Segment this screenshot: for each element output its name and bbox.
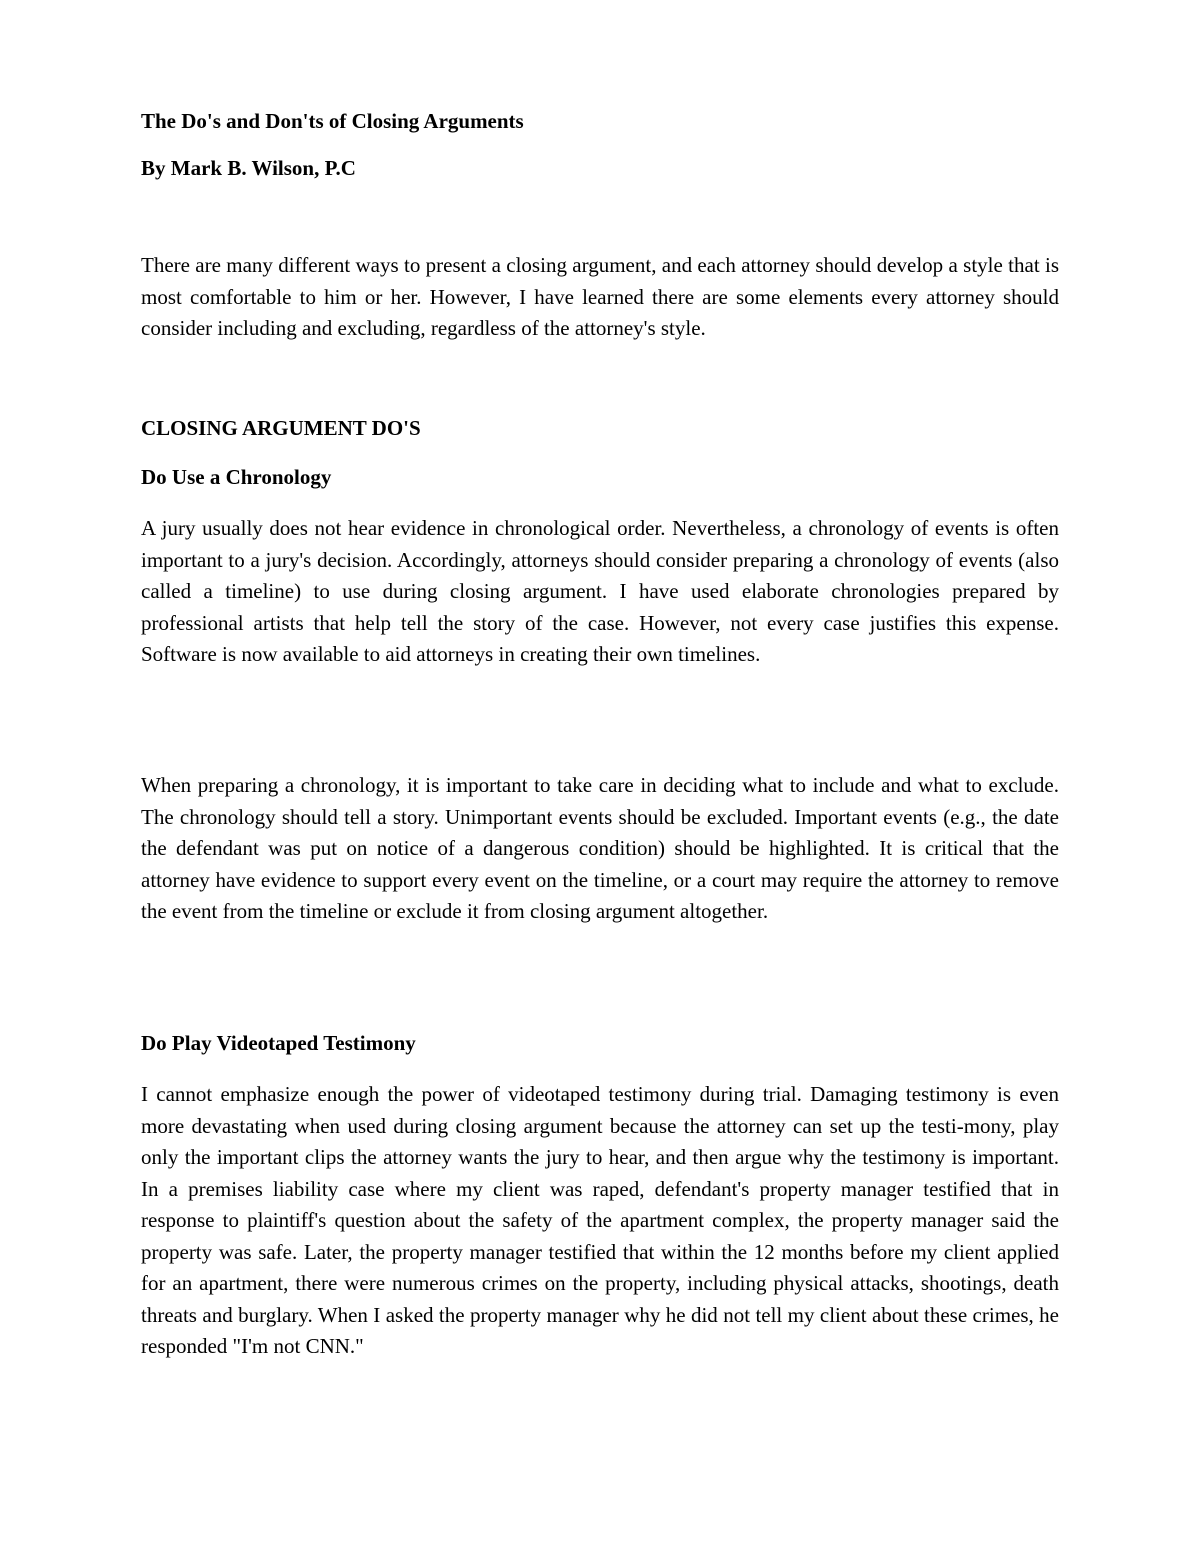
intro-paragraph: There are many different ways to present a closing argument, and each attorney should develop a style that is most comfortable to him or her. However, I have learned there are some elements every attorney should consider including and excluding, regardless of the attorney's style. [141,253,1059,340]
author-byline: By Mark B. Wilson, P.C [141,156,356,180]
subsection-heading-chronology: Do Use a Chronology [141,465,332,489]
videotaped-testimony-paragraph: I cannot emphasize enough the power of videotaped testimony during trial. Damaging testimony is even more devastating when used during closing argument because the attorney can set up the testi-mony, play only the important clips the attorney wants the jury to hear, and then argue why the testimony is important. In a premises liability case where my client was raped, defendant's property manager testified that in response to plaintiff's question about the safety of the apartment complex, the property manager said the property was safe. Later, the property manager testified that within the 12 months before my client applied for an apartment, there were numerous crimes on the property, including physical attacks, shootings, death threats and burglary. When I asked the property manager why he did not tell my client about these crimes, he responded "I'm not CNN." [141,1082,1059,1358]
section-heading: CLOSING ARGUMENT DO'S [141,416,421,440]
chronology-paragraph-2: When preparing a chronology, it is important to take care in deciding what to include and what to exclude. The chronology should tell a story. Unimportant events should be excluded. Important events (e.g., the date the defendant was put on notice of a dangerous condition) should be highlighted. It is critical that the attorney have evidence to support every event on the timeline, or a court may require the attorney to remove the event from the timeline or exclude it from closing argument altogether. [141,773,1059,923]
subsection-heading-videotaped-testimony: Do Play Videotaped Testimony [141,1031,416,1055]
chronology-paragraph-1: A jury usually does not hear evidence in chronological order. Nevertheless, a chronology of events is often important to a jury's decision. Accordingly, attorneys should consider preparing a chronology of events (also called a timeline) to use during closing argument. I have used elaborate chronologies prepared by professional artists that help tell the story of the case. However, not every case justifies this expense. Software is now available to aid attorneys in creating their own timelines. [141,516,1059,666]
document-title: The Do's and Don'ts of Closing Arguments [141,109,524,133]
